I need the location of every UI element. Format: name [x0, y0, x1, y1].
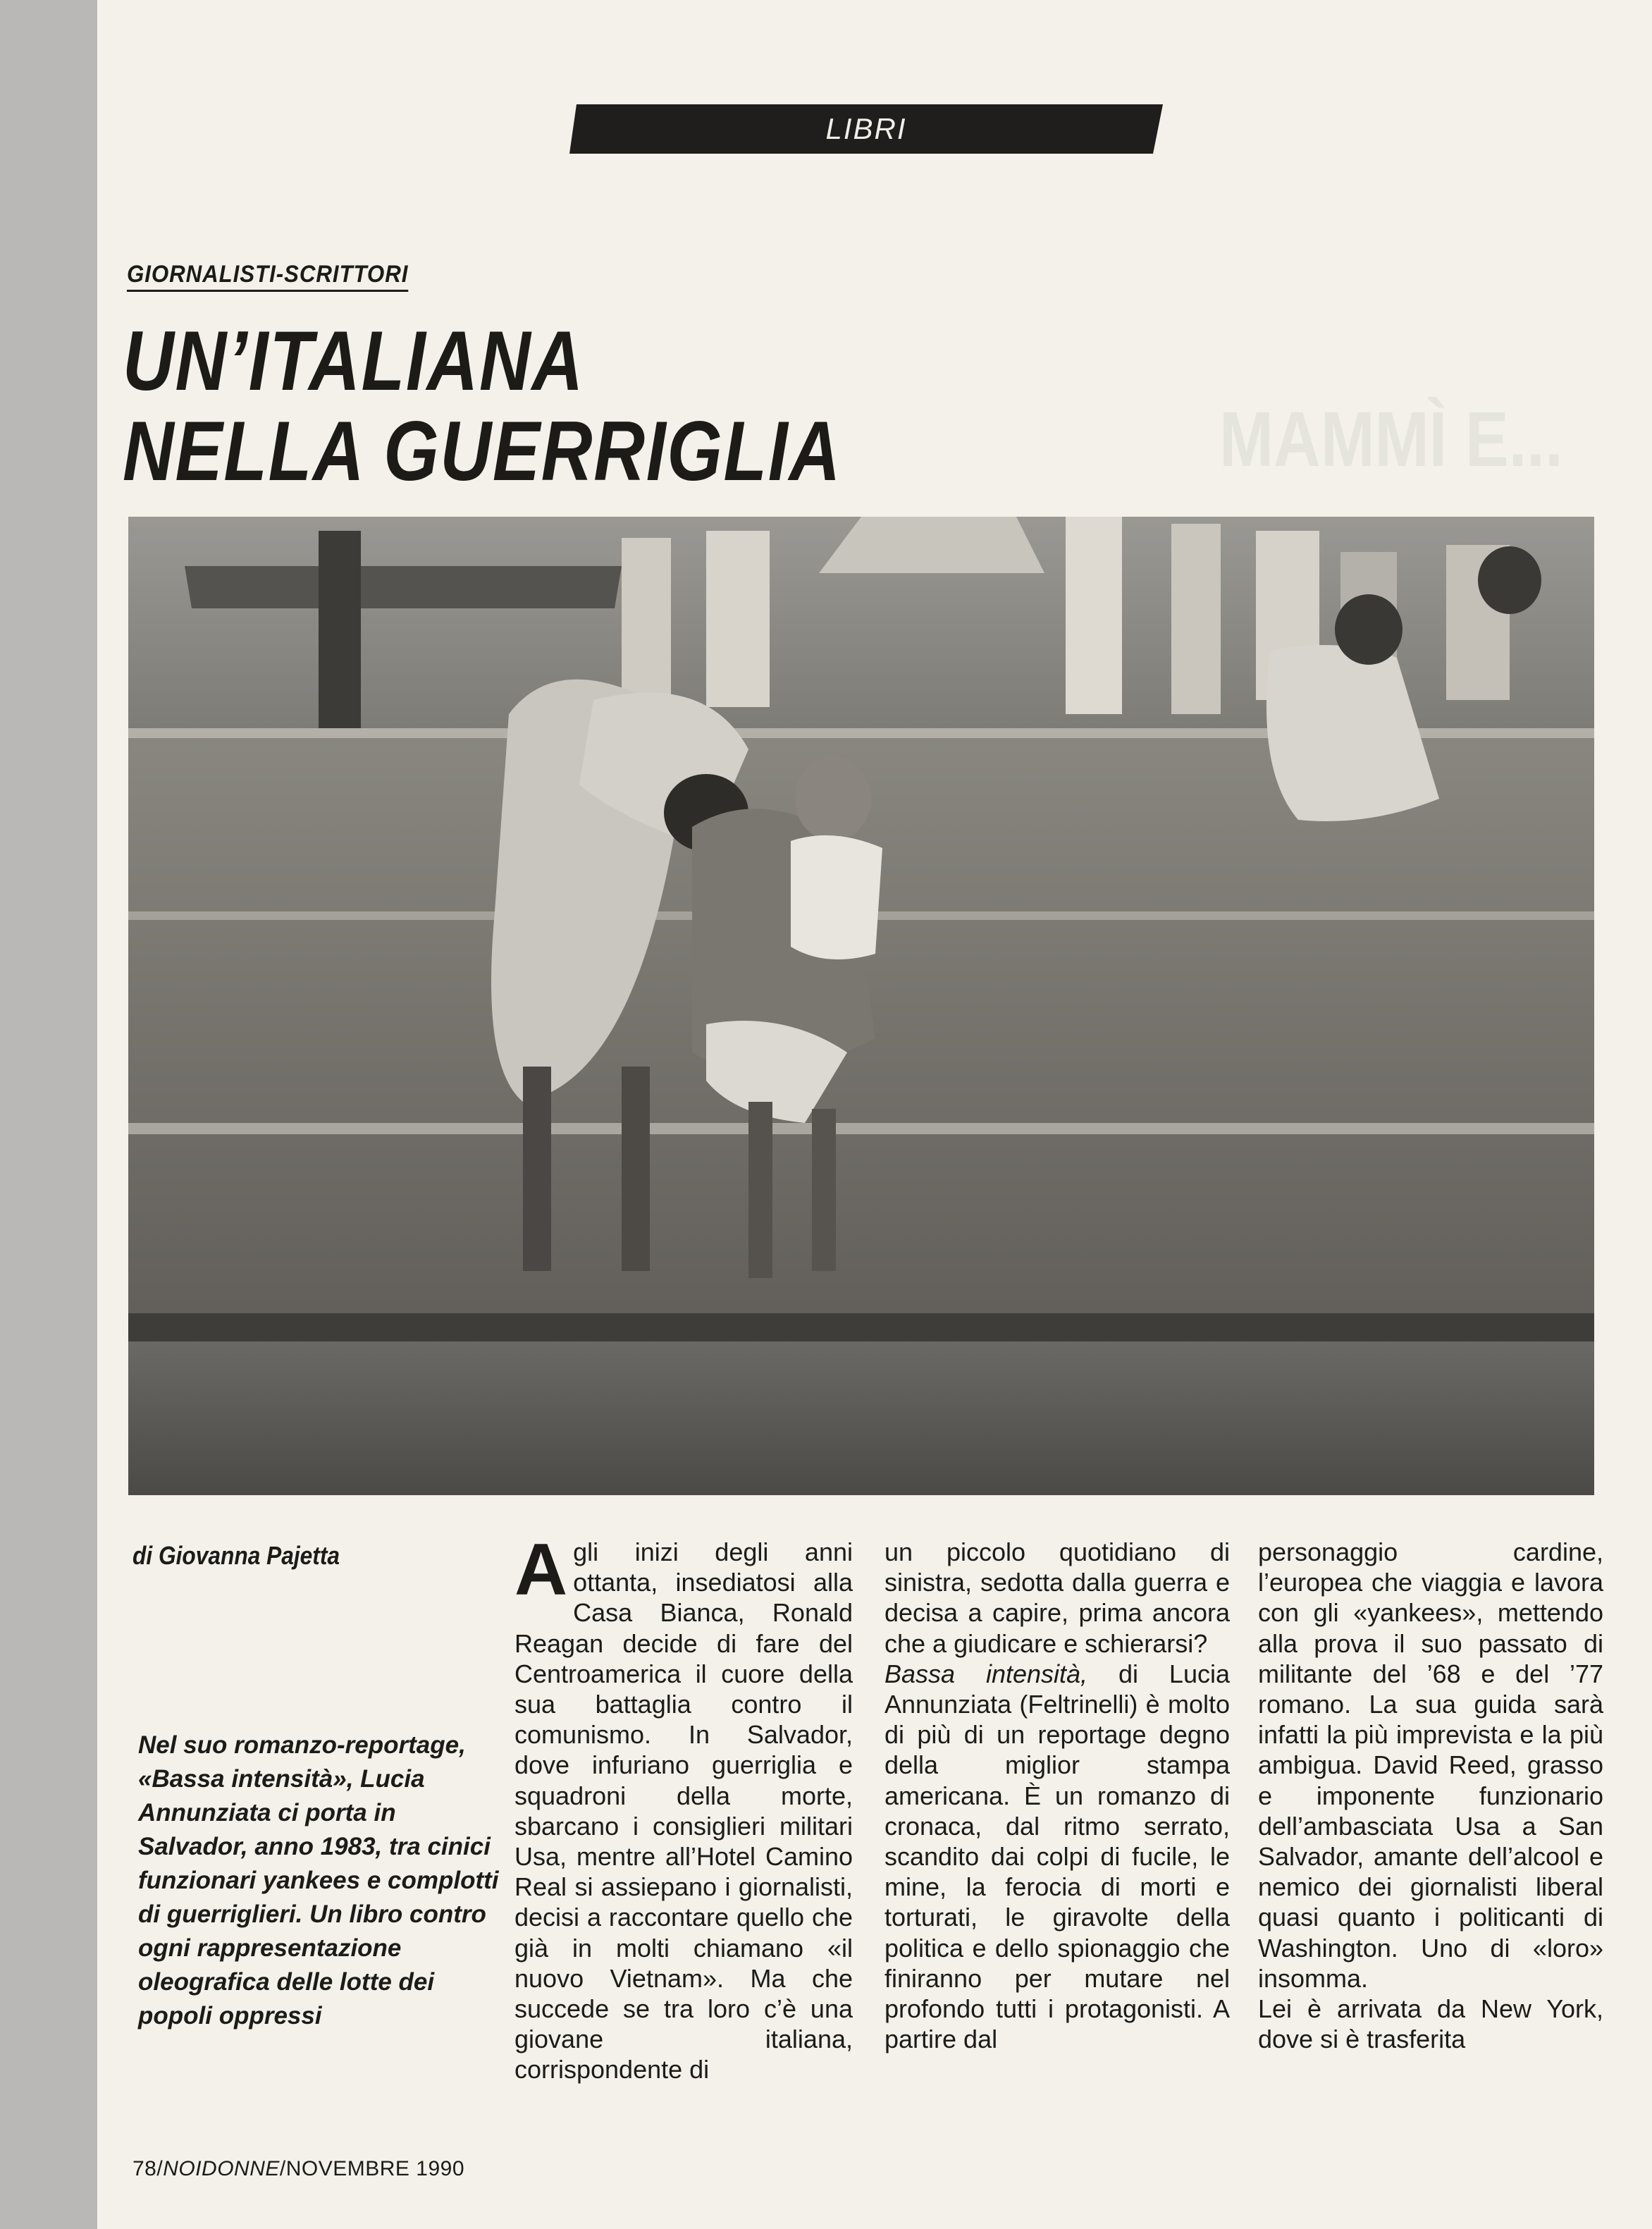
article-headline	[123, 316, 842, 496]
body-paragraph	[514, 1529, 853, 2085]
book-title: Bassa intensità,	[884, 1659, 1088, 1688]
body-column-3	[1258, 1537, 1603, 2054]
bleed-through-text: MAMMÌ E...	[1219, 396, 1563, 483]
section-label: LIBRI	[825, 112, 907, 145]
drop-cap: A	[514, 1529, 568, 1611]
body-paragraph: personaggio cardine, l’europea che viaggia e lavora con gli «yankees», mettendo alla prova il suo passato di militante del ’68 e del ’77 romano. La sua guida sarà infatti la più imprevista e la più ambigua. David Reed, grasso e imponente funzionario dell’ambasciata Usa a San Salvador, amante dell’alcool e nemico dei giornalisti liberal quasi quanto i politicanti di Washington. Uno di «loro» insomma.	[1258, 1537, 1603, 1993]
photo-women-with-child-on-steps	[128, 517, 1594, 1495]
body-column-2	[884, 1537, 1230, 2054]
article-standfirst: Nel suo romanzo-reportage, «Bassa intensità», Lucia Annunziata ci porta in Salvador, anno 1983, tra cinici funzionari yankees e complotti di guerriglieri. Un libro contro ogni rappresentazione oleografica delle lotte dei popoli oppressi	[138, 1731, 499, 2030]
column-1-text: gli inizi degli anni ottanta, insediatosi alla Casa Bianca, Ronald Reagan decide di fare del Centroamerica il cuore della sua battaglia contro il comunismo. In Salvador, dove infuriano guerriglia e squadroni della morte, sbarcano i consiglieri militari Usa, mentre all’Hotel Camino Real si assiepano i giornalisti, decisi a raccontare quello che già in molti chiamano «il nuovo Vietnam». Ma che succede se tra loro c’è una giovane italiana, corrispondente di	[514, 1537, 853, 2084]
page-folio	[132, 2157, 464, 2181]
body-paragraph	[884, 1659, 1230, 2055]
headline-line-1: UN’ITALIANA	[123, 314, 584, 408]
headline-line-2: NELLA GUERRIGLIA	[123, 404, 842, 498]
folio-magazine-name: NOIDONNE	[163, 2157, 280, 2180]
article-photo	[128, 517, 1594, 1495]
folio-date: /NOVEMBRE 1990	[279, 2157, 465, 2180]
article-byline: di Giovanna Pajetta	[132, 1541, 340, 1570]
folio-page-number: 78/	[132, 2157, 164, 2180]
body-paragraph: un piccolo quotidiano di sinistra, sedotta dalla guerra e decisa a capire, prima ancora che a giudicare e schierarsi?	[884, 1537, 1230, 1658]
body-paragraph: Lei è arrivata da New York, dove si è trasferita	[1258, 1994, 1603, 2054]
page-edge-strip	[0, 0, 97, 2229]
article-kicker: GIORNALISTI-SCRITTORI	[127, 261, 408, 292]
column-2-text: di Lucia Annunziata (Feltrinelli) è molto di più di un reportage degno della miglior stampa americana. È un romanzo di cronaca, dal ritmo serrato, scandito dai colpi di fucile, le mine, la ferocia di morti e torturati, le giravolte della politica e dello spionaggio che finiranno per mutare nel profondo tutti i protagonisti. A partire dal	[884, 1659, 1230, 2054]
body-column-1	[514, 1529, 853, 2085]
